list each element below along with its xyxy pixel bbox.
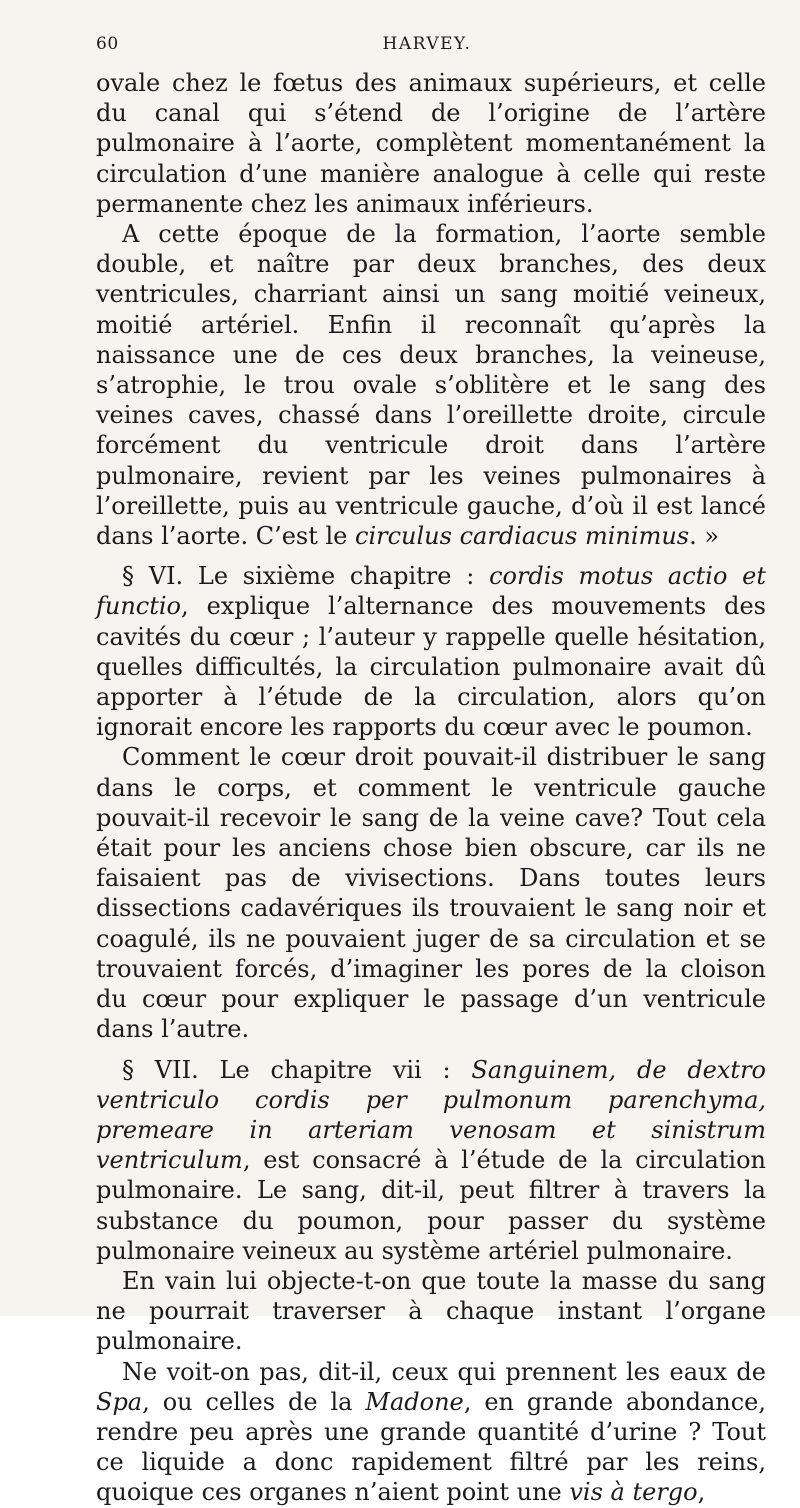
paragraph-2-text: A cette époque de la formation, l’aorte semble double, et naître par deux branches, des deux ventricules, charriant ainsi un sang moitié veineux, moitié artériel. Enfin il reconnaît qu’après la naissance une de ces deux branches, la veineuse, s’atrophie, le trou ovale s’oblitère et le sang des veines caves, chassé dans l’oreillette droite, circule forcément du ventricule droit dans l’artère pulmonaire, revient par les veines pulmonaires à l’oreillette, puis au ventricule gauche, d’où il est lancé dans l’aorte. C’est le [96,220,766,551]
paragraph-5-end: , est consacré à l’étude de la circulation pulmonaire. Le sang, dit-il, peut filtrer à travers la substance du poumon, pour passer du système pulmonaire veineux au système artériel pulmonaire. [96,1146,766,1265]
paragraph-3-end: , explique l’alternance des mouvements des cavités du cœur ; l’auteur y rappelle quelle hésitation, quelles difficultés, la circulation pulmonaire avait dû apporter à l’étude de la circulation, alors qu’on ignorait encore les rapports du cœur avec le poumon. [96,592,766,742]
paragraph-5-text: § VII. Le chapitre vii : [122,1055,472,1084]
paragraph-2 [96,219,766,551]
paragraph-2-italic: circulus cardiacus minimus [355,522,690,551]
paragraph-2-end: . » [689,522,720,551]
paragraph-1 [96,68,766,219]
paragraph-7-italic-c: vis à tergo [569,1478,698,1507]
paragraph-4-text: Comment le cœur droit pouvait-il distribuer le sang dans le corps, et comment le ventricule gauche pouvait-il recevoir le sang de la veine cave? Tout cela était pour les anciens chose bien obscure, car ils ne faisaient pas de vivisections. Dans toutes leurs dissections cadavériques ils trouvaient le sang noir et coagulé, ils ne pouvaient juger de sa circulation et se trouvaient forcés, d’imaginer les pores de la cloison du cœur pour expliquer le passage d’un ventricule dans l’autre. [96,743,766,1044]
paragraph-6-text: En vain lui objecte-t-on que toute la masse du sang ne pourrait traverser à chaque instant l’organe pulmonaire. [96,1266,766,1356]
paragraph-5-italic: Sanguinem, de dextro ventriculo cordis per pulmonum parenchyma, premeare in arteriam venosam et sinistrum ventriculum [96,1055,766,1175]
page-header [96,34,758,54]
paragraph-7-text-c: , en grande abondance, rendre peu après une grande quantité d’urine ? Tout ce liquide a donc rapidement filtré par les reins, quoique ces organes n’aient point une [96,1387,767,1507]
paragraph-1-text: ovale chez le fœtus des animaux supérieurs, et celle du canal qui s’étend de l’origine de l’artère pulmonaire à l’aorte, complètent momentanément la circulation d’une manière analogue à celle qui reste permanente chez les animaux inférieurs. [96,69,766,218]
paragraph-5 [96,1055,766,1266]
paragraph-3-text: § VI. Le sixième chapitre : [122,562,490,591]
paragraph-6 [96,1266,766,1357]
page-body [96,68,766,1508]
paragraph-7 [96,1357,766,1508]
paragraph-7-text-b: , ou celles de la [142,1387,366,1416]
paragraph-7-text-d: , [697,1478,706,1507]
paragraph-3 [96,561,766,742]
paragraph-7-text-a: Ne voit-on pas, dit-il, ceux qui prennent les eaux de [122,1357,766,1386]
paragraph-4 [96,742,766,1044]
running-title: HARVEY. [382,34,472,54]
paragraph-3-italic: cordis motus actio et functio [96,562,766,621]
paragraph-7-italic-a: Spa [96,1387,143,1416]
paragraph-7-italic-b: Madone [365,1387,464,1416]
page-number: 60 [96,34,119,54]
